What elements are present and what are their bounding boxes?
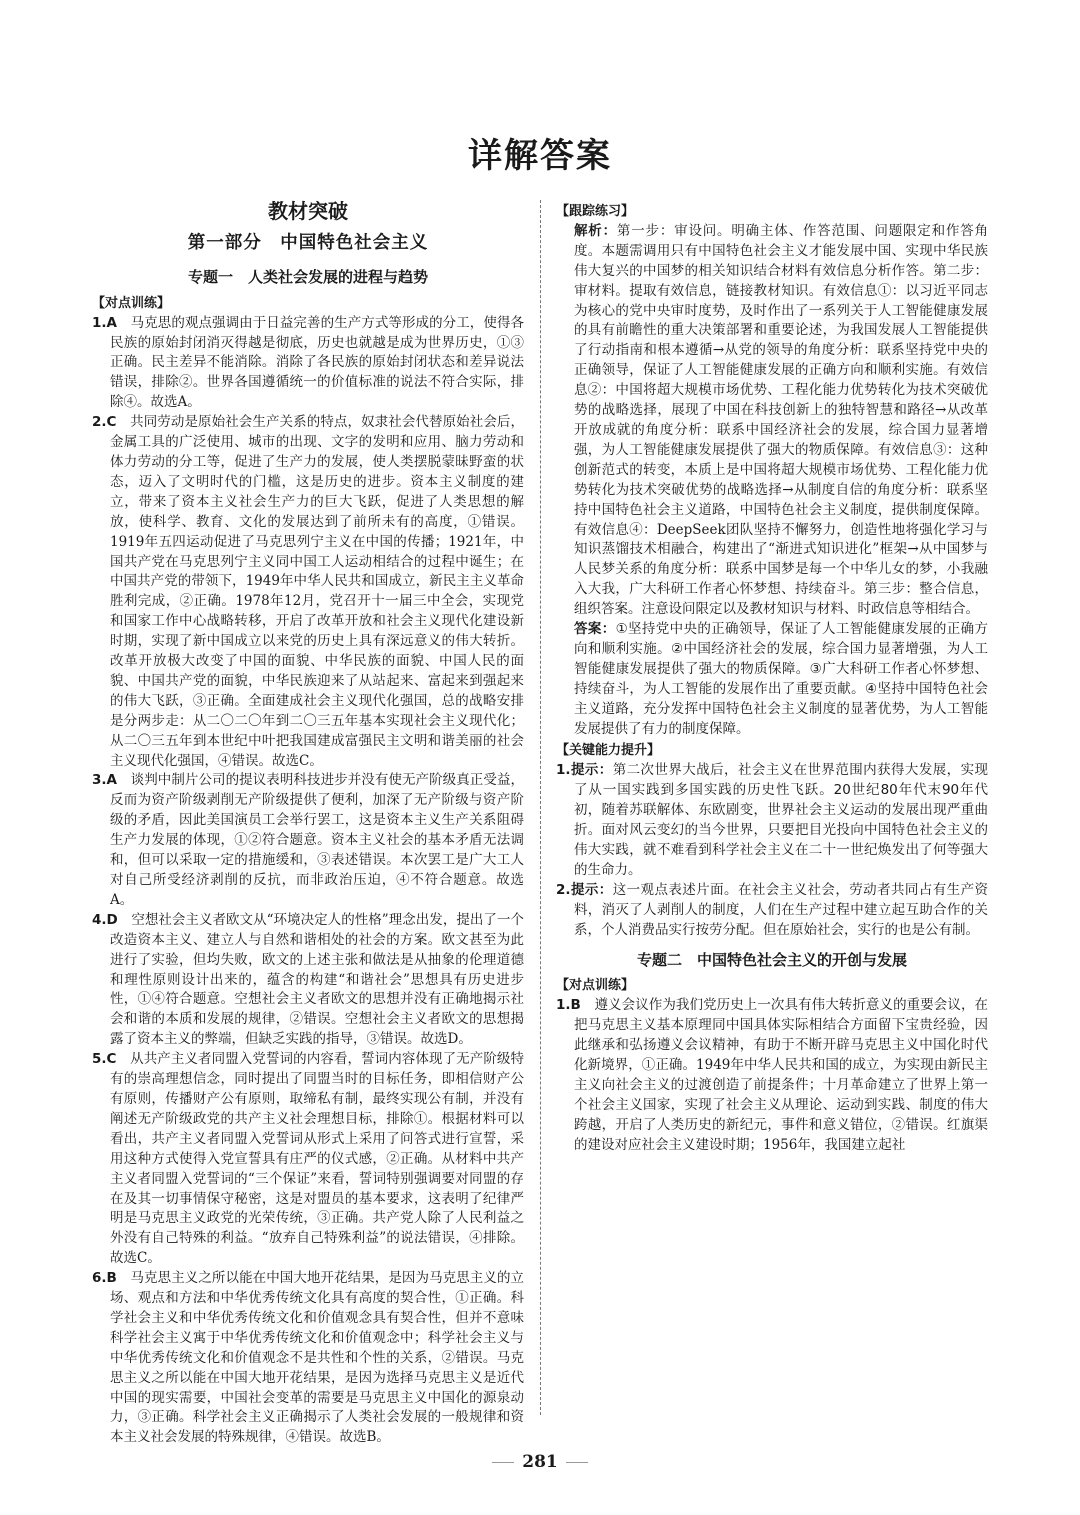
item-text: 共同劳动是原始社会生产关系的特点，奴隶社会代替原始社会后，金属工具的广泛使用、城市的出现、文字的发明和应用、脑力劳动和体力劳动的分工等，促进了生产力的发展，使人类摆脱蒙昧野蛮的状态，迈入了文明时代的门槛，这是历史的进步。资本主义制度的建立，带来了资本主义社会生产力的巨大飞跃，促进了人类思想的解放，使科学、教育、文化的发展达到了前所未有的高度，①错误。1919年五四运动促进了马克思列宁主义在中国的传播；1921年，中国共产党在马克思列宁主义同中国工人运动相结合的过程中诞生；在中国共产党的带领下，1949年中华人民共和国成立，新民主主义革命胜利完成，②正确。1978年12月，党召开十一届三中全会，实现党和国家工作中心战略转移，开启了改革开放和社会主义现代化建设新时期，实现了新中国成立以来党的历史上具有深远意义的伟大转折。改革开放极大改变了中国的面貌、中华民族的面貌、中国人民的面貌、中国共产党的面貌，中华民族迎来了从站起来、富起来到强起来的伟大飞跃，③正确。全面建成社会主义现代化强国，总的战略安排是分两步走：从二〇二〇年到二〇三五年基本实现社会主义现代化；从二〇三五年到本世纪中叶把我国建成富强民主文明和谐美丽的社会主义现代化强国，④错误。故选C。 (110, 414, 525, 769)
page-title: 详解答案 (468, 136, 612, 176)
answer-item (92, 314, 524, 414)
answer-paragraph (556, 620, 988, 739)
item-text: 遵义会议作为我们党历史上一次具有伟大转折意义的重要会议，在把马克思主义基本原理同中国具体实际相结合方面留下宝贵经验，因此继承和弘扬遵义会议精神，有助于不断开辟马克思主义中国化时代化新境界，①正确。1949年中华人民共和国的成立，为实现由新民主主义向社会主义的过渡创造了前提条件；十月革命建立了世界上第一个社会主义国家，实现了社会主义从理论、运动到实践、制度的伟大跨越，开启了人类历史的新纪元，事件和意义错位，②错误。红旗渠的建设对应社会主义建设时期；1956年，我国建立起社 (574, 997, 989, 1153)
item-number: 4. (92, 911, 107, 928)
hint-label: 提示： (570, 762, 613, 779)
item-number: 5. (92, 1051, 107, 1068)
item-text: 这一观点表述片面。在社会主义社会，劳动者共同占有生产资料，消灭了人剥削人的制度，人们在生产过程中建立起互助合作的关系，个人消费品实行按劳分配。但在原始社会，实行的也是公有制。 (574, 881, 989, 938)
item-number: 1. (556, 997, 571, 1014)
item-answer: C (106, 414, 117, 431)
answer-item (92, 1050, 524, 1269)
item-number: 6. (92, 1270, 107, 1287)
analysis-paragraph (556, 222, 988, 620)
item-text: 第二次世界大战后，社会主义在世界范围内获得大发展，实现了从一国实践到多国实践的历史性飞跃。20世纪80年代末90年代初，随着苏联解体、东欧剧变，世界社会主义运动的发展出现严重曲折。面对风云变幻的当今世界，只要把目光投向中国特色社会主义的伟大实践，就不难看到科学社会主义在二十一世纪焕发出了何等强大的生命力。 (574, 762, 989, 878)
part-title: 第一部分 中国特色社会主义 (187, 232, 429, 253)
item-answer: C (106, 1051, 117, 1068)
item-answer: B (570, 997, 581, 1014)
section-title: 教材突破 (268, 199, 348, 223)
answer-label: 答案： (574, 621, 616, 638)
left-column (92, 196, 525, 1446)
page-number (0, 1452, 1080, 1472)
item-number: 3. (92, 772, 107, 789)
hint-label: 提示： (570, 881, 613, 898)
item-number: 1. (92, 314, 107, 331)
tag-training: 【对点训练】 (92, 295, 171, 311)
key-item (556, 881, 988, 941)
item-text: 马克思的观点强调由于日益完善的生产方式等形成的分工，使得各民族的原始封闭消灭得越是彻底，历史也就越是成为世界历史，①③正确。民主差异不能消除。消除了各民族的原始封闭状态和差异说法错误，排除②。世界各国遵循统一的价值标准的说法不符合实际，排除④。故选A。 (110, 314, 525, 411)
tag-key-ability: 【关键能力提升】 (556, 743, 661, 759)
tag-training: 【对点训练】 (556, 978, 635, 994)
item-answer: D (106, 911, 118, 928)
column-divider (540, 200, 541, 1415)
topic2-title: 专题二 中国特色社会主义的开创与发展 (636, 950, 907, 969)
answer-item (556, 996, 988, 1155)
item-answer: B (106, 1270, 117, 1287)
item-answer: A (106, 314, 117, 331)
tag-track: 【跟踪练习】 (556, 204, 635, 219)
item-number: 1. (556, 762, 571, 779)
topic1-title: 专题一 人类社会发展的进程与趋势 (187, 267, 428, 286)
answer-item (92, 413, 524, 771)
item-text: 马克思主义之所以能在中国大地开花结果，是因为马克思主义的立场、观点和方法和中华优秀传统文化具有高度的契合性，①正确。科学社会主义和中华优秀传统文化和价值观念具有契合性，但并不意味科学社会主义寓于中华优秀传统文化和价值观念中；科学社会主义与中华优秀传统文化和价值观念不是共性和个性的关系，②错误。马克思主义之所以能在中国大地开花结果，是因为选择马克思主义是近代中国的现实需要，中国社会变革的需要是马克思主义中国化的源泉动力，③正确。科学社会主义正确揭示了人类社会发展的一般规律和资本主义社会发展的特殊规律，④错误。故选B。 (110, 1270, 525, 1446)
page-number-rule-right (566, 1462, 588, 1463)
key-item (556, 761, 988, 880)
right-column (556, 200, 988, 1420)
item-answer: A (106, 772, 117, 789)
item-number: 2. (556, 881, 571, 898)
page-number-text: 281 (522, 1452, 558, 1472)
analysis-text: 第一步：审设问。明确主体、作答范围、问题限定和作答角度。本题需调用只有中国特色社会主义才能发展中国、实现中华民族伟大复兴的中国梦的相关知识结合材料有效信息分析作答。第二步：审材料。提取有效信息，链接教材知识。有效信息①：以习近平同志为核心的党中央审时度势，及时作出了一系列关于人工智能健康发展的具有前瞻性的重大决策部署和重要论述，为我国发展人工智能提供了行动指南和根本遵循→从党的领导的角度分析：联系坚持党中央的正确领导，保证了人工智能健康发展的正确方向和顺利实施。有效信息②：中国将超大规模市场优势、工程化能力优势转化为技术突破优势的战略选择，展现了中国在科技创新上的独特智慧和路径→从改革开放成就的角度分析：联系中国经济社会的发展，综合国力显著增强，为人工智能健康发展提供了强大的物质保障。有效信息③：这种创新范式的转变，本质上是中国将超大规模市场优势、工程化能力优势转化为技术突破优势的战略选择→从制度自信的角度分析：联系坚持中国特色社会主义道路，中国特色社会主义制度，提供制度保障。有效信息④：DeepSeek团队坚持不懈努力，创造性地将强化学习与知识蒸馏技术相融合，构建出了“渐进式知识进化”框架→从中国梦与人民梦关系的角度分析：联系中国梦是每一个中华儿女的梦，小我融入大我，广大科研工作者心怀梦想、持续奋斗。第三步：整合信息，组织答案。注意设问限定以及教材知识与材料、时政信息等相结合。 (574, 222, 989, 618)
item-text: 空想社会主义者欧文从“环境决定人的性格”理念出发，提出了一个改造资本主义、建立人与自然和谐相处的社会的方案。欧文甚至为此进行了实验，但均失败，欧文的上述主张和做法是从抽象的伦理道德和理性原则设计出来的，蕴含的构建“和谐社会”思想具有历史进步性，①④符合题意。空想社会主义者欧文的思想并没有正确地揭示社会和谐的本质和发展的规律，②错误。空想社会主义者欧文的思想揭露了资本主义的弊端，但缺乏实践的指导，③错误。故选D。 (110, 911, 524, 1048)
answer-item (92, 771, 524, 910)
item-text: 谈判中制片公司的提议表明科技进步并没有使无产阶级真正受益，反而为资产阶级剥削无产阶级提供了便利，加深了无产阶级与资产阶级的矛盾，因此美国演员工会举行罢工，这是资本主义生产关系阻碍生产力发展的体现，①②符合题意。资本主义社会的基本矛盾无法调和，但可以采取一定的措施缓和，③表述错误。本次罢工是广大工人对自己所受经济剥削的反抗，而非政治压迫，④不符合题意。故选A。 (110, 772, 525, 908)
answer-item (92, 1269, 524, 1448)
page-number-rule-left (492, 1462, 514, 1463)
item-text: 从共产主义者同盟入党誓词的内容看，誓词内容体现了无产阶级特有的崇高理想信念，同时提出了同盟当时的目标任务，即相信财产公有原则，传播财产公有原则，取缔私有制，最终实现公有制，并没有阐述无产阶级政党的共产主义社会理想目标，排除①。根据材料可以看出，共产主义者同盟入党誓词从形式上采用了问答式进行宣誓，采用这种方式使得入党宣誓具有庄严的仪式感，②正确。从材料中共产主义者同盟入党誓词的“三个保证”来看，誓词特别强调要对同盟的存在及其一切事情保守秘密，这是对盟员的基本要求，这表明了纪律严明是马克思主义政党的光荣传统，③正确。共产党人除了人民利益之外没有自己特殊的利益。“放弃自己特殊利益”的说法错误，④排除。故选C。 (110, 1051, 525, 1267)
item-number: 2. (92, 414, 107, 431)
answer-item (92, 911, 524, 1050)
analysis-label: 解析： (574, 222, 617, 239)
answer-text: ①坚持党中央的正确领导，保证了人工智能健康发展的正确方向和顺利实施。②中国经济社会的发展，综合国力显著增强，为人工智能健康发展提供了强大的物质保障。③广大科研工作者心怀梦想、持续奋斗，为人工智能的发展作出了重要贡献。④坚持中国特色社会主义道路，充分发挥中国特色社会主义制度的显著优势，为人工智能发展提供了有力的制度保障。 (574, 621, 988, 737)
